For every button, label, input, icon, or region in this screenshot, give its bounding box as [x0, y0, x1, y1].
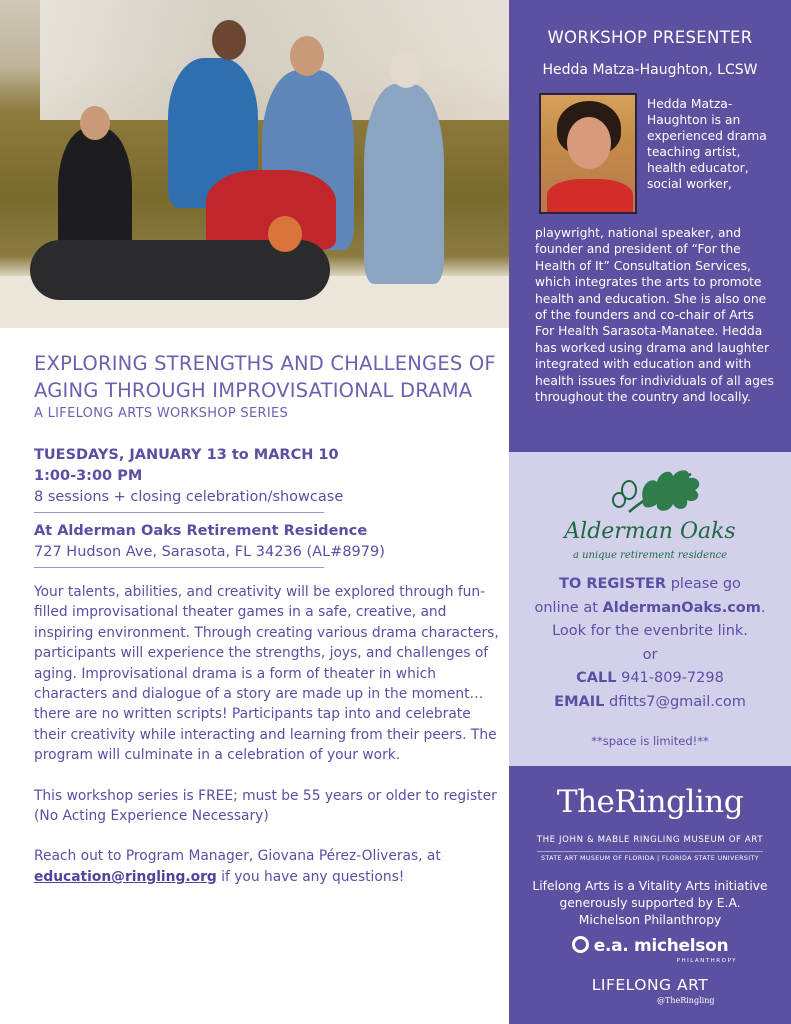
space-limited-note: **space is limited!** [591, 734, 709, 748]
sponsor-panel [509, 766, 791, 1024]
workshop-description: Your talents, abilities, and creativity will be explored through fun-filled improvisational theater games in a safe, creative, and inspiring environment. Through creating various drama characters, participants will experience the strengths, joys, and challenges of aging. Improvisational drama is a form of theater in which characters and dialogue of a story are made up in the moment… there are no written scripts! Participants tap into and celebrate their creativity while interacting and learning from their peers. The program will culminate in a celebration of your work. [34, 584, 499, 764]
ringling-logo: TheRingling [556, 784, 744, 820]
email-line [509, 691, 791, 715]
workshop-photo [0, 0, 509, 328]
workshop-dates: TUESDAYS, JANUARY 13 to MARCH 10 [34, 447, 339, 463]
venue-name: At Alderman Oaks Retirement Residence [34, 523, 368, 539]
contact-note [34, 846, 504, 887]
workshop-time: 1:00-3:00 PM [34, 468, 143, 484]
divider [34, 512, 324, 513]
lifelong-art-logo: LIFELONG ART [591, 976, 709, 994]
performer-head [268, 216, 302, 252]
divider [537, 851, 763, 852]
michelson-wordmark: e.a. michelson [593, 936, 729, 956]
alderman-oaks-logo: Alderman Oaks [564, 519, 736, 544]
register-label: TO REGISTER [559, 576, 667, 592]
phone-line [509, 667, 791, 691]
phone-number[interactable]: 941-809-7298 [621, 670, 724, 686]
vitality-arts-note: Lifelong Arts is a Vitality Arts initiative generously supported by E.A. Michelson Philanthropy [532, 879, 768, 927]
presenter-name: Hedda Matza-Haughton, LCSW [542, 62, 758, 78]
performer-head [212, 20, 246, 60]
free-note: This workshop series is FREE; must be 55 years or older to register [34, 787, 497, 804]
phone-label: CALL [576, 670, 617, 686]
performer-head [390, 50, 422, 88]
michelson-logo [509, 936, 791, 956]
performer-head [290, 36, 324, 76]
or-separator: or [642, 646, 658, 663]
michelson-subtitle: PHILANTHROPY [676, 958, 737, 964]
portrait-face [567, 117, 611, 169]
lifelong-art-subtitle: @TheRingling [657, 996, 715, 1005]
registration-instructions [509, 573, 791, 714]
workshop-details [34, 350, 504, 887]
presenter-heading: WORKSHOP PRESENTER [547, 28, 753, 47]
venue-address: 727 Hudson Ave, Sarasota, FL 34236 (AL#8979) [34, 544, 385, 560]
register-text: please go [670, 576, 741, 592]
registration-panel [509, 452, 791, 766]
presenter-bio-intro: Hedda Matza-Haughton is an experienced drama teaching artist, health educator, social worker, [647, 97, 767, 191]
website-link[interactable]: AldermanOaks.com [602, 599, 761, 616]
email-address[interactable]: dfitts7@gmail.com [608, 693, 746, 710]
performer-figure [364, 84, 444, 284]
contact-suffix: if you have any questions! [221, 868, 405, 885]
series-subtitle: A LIFELONG ARTS WORKSHOP SERIES [34, 406, 289, 421]
eventbrite-note: Look for the evenbrite link. [552, 623, 748, 639]
no-experience-note: (No Acting Experience Necessary) [34, 808, 269, 825]
ringling-museum-name: THE JOHN & MABLE RINGLING MUSEUM OF ART [536, 835, 764, 845]
contact-email-link[interactable]: education@ringling.org [34, 868, 217, 885]
website-prefix: online at [534, 599, 598, 616]
session-count: 8 sessions + closing celebration/showcase [34, 489, 344, 505]
performer-head [80, 106, 110, 140]
ringling-affiliation: STATE ART MUSEUM OF FLORIDA | FLORIDA STATE UNIVERSITY [540, 855, 760, 862]
alderman-oaks-tagline: a unique retirement residence [572, 550, 728, 561]
presenter-bio: playwright, national speaker, and founder and president of “For the Health of It” Consultation Services, which integrates the arts to promote health and education. She is also one of the founders and co-chair of Arts For Health Sarasota-Manatee. Hedda has worked using drama and laughter integrated with education and with health issues for individuals of all ages throughout the country and locally. [535, 226, 774, 405]
eligibility-note [34, 786, 504, 827]
register-line [509, 573, 791, 597]
email-label: EMAIL [554, 693, 605, 710]
michelson-icon [572, 936, 589, 953]
page-title: EXPLORING STRENGTHS AND CHALLENGES OF AGING THROUGH IMPROVISATIONAL DRAMA [34, 352, 496, 402]
register-website-line [509, 597, 791, 621]
right-column [509, 0, 791, 1024]
website-period: . [760, 599, 766, 616]
contact-prefix: Reach out to Program Manager, Giovana Pérez-Oliveras, at [34, 848, 441, 865]
oak-leaf-icon [599, 460, 709, 522]
presenter-panel [509, 0, 791, 452]
presenter-portrait [539, 93, 637, 214]
portrait-shirt [547, 179, 633, 214]
divider [34, 567, 324, 568]
